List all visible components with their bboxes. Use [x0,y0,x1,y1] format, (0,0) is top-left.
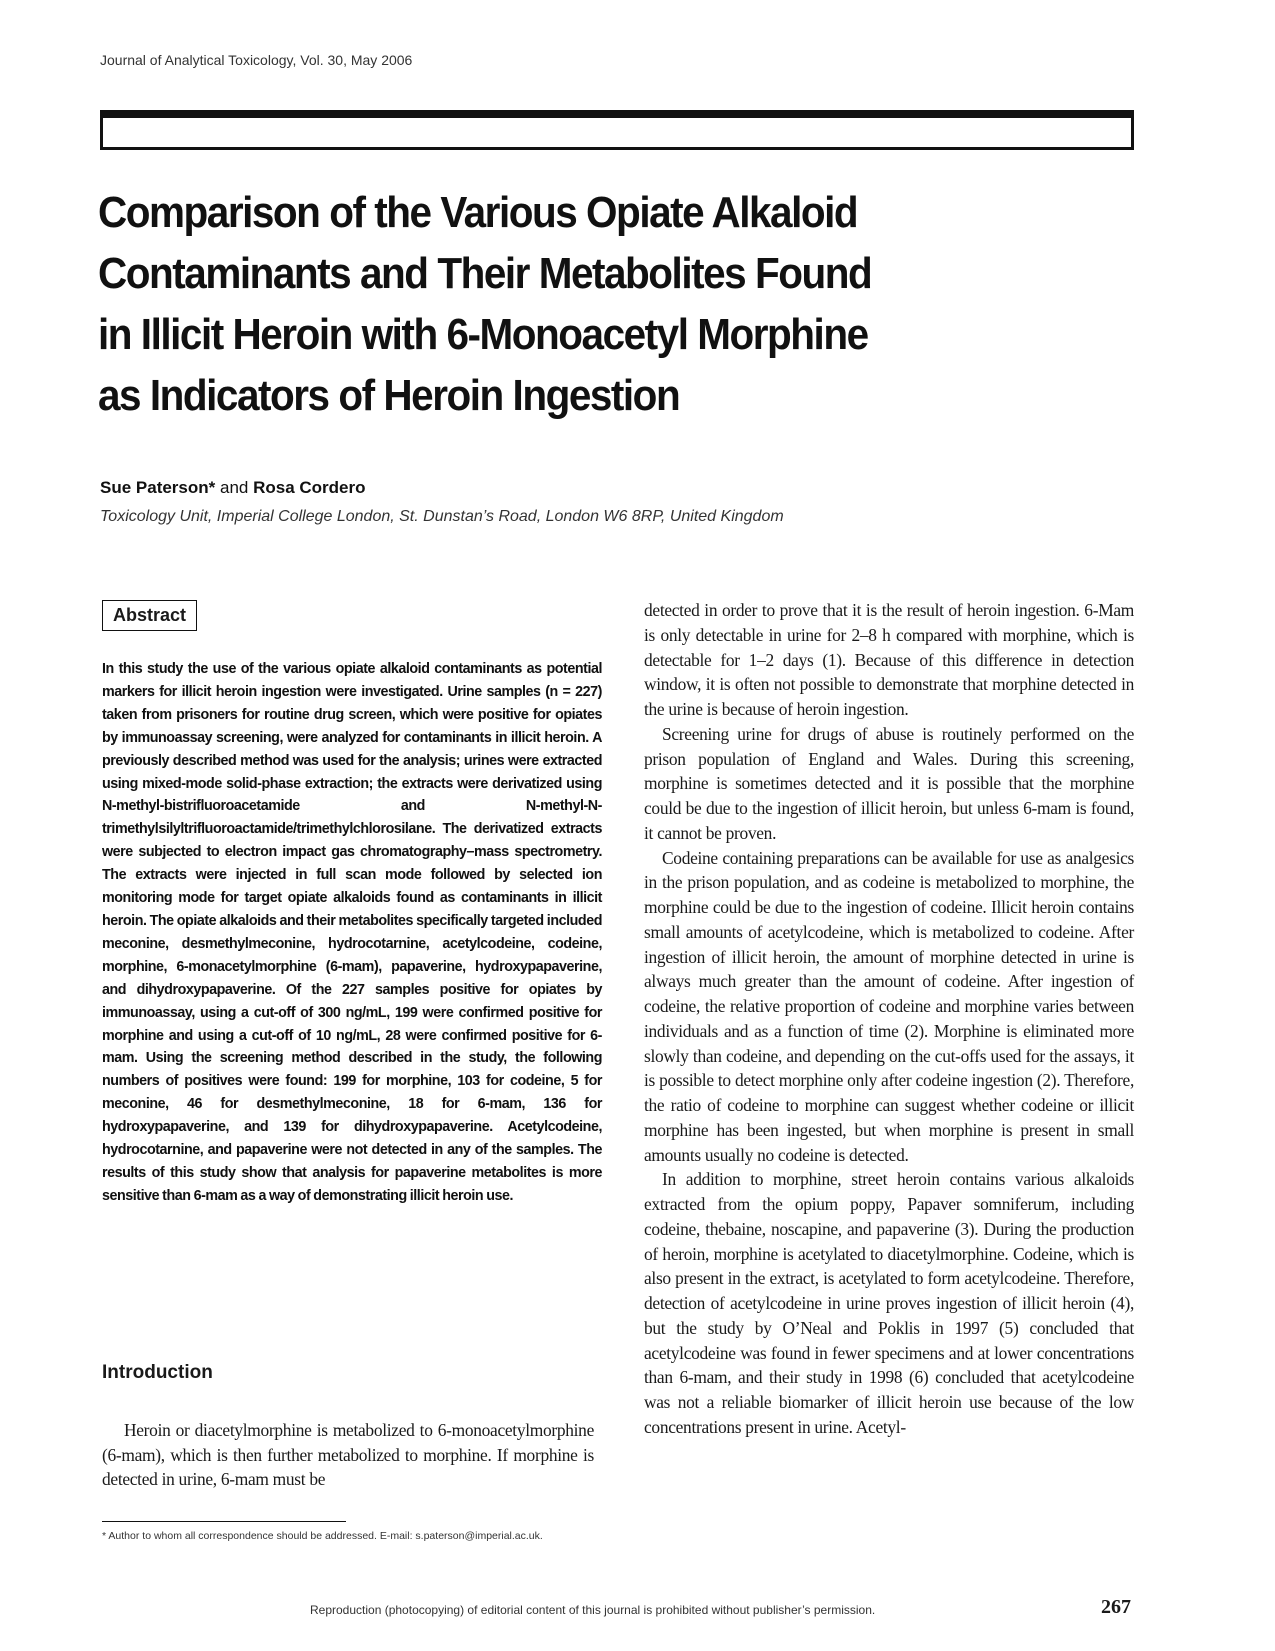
journal-header: Journal of Analytical Toxicology, Vol. 30, May 2006 [100,52,413,68]
abstract-text: In this study the use of the various opiate alkaloid contaminants as potential markers for illicit heroin ingestion were investigated. Urine samples (n = 227) taken from prisoners for routine drug screen, which were positive for opiates by immunoassay screening, were analyzed for contaminants in illicit heroin. A previously described method was used for the analysis; urines were extracted using mixed-mode solid-phase extraction; the extracts were derivatized using N-methyl-bistrifluoroacetamide and N-methyl-N-trimethylsilyltrifluoroactamide/trimethylchlorosilane. The derivatized extracts were subjected to electron impact gas chromatography–mass spectrometry. The extracts were injected in full scan mode followed by selected ion monitoring mode for target opiate alkaloids found as contaminants in illicit heroin. The opiate alkaloids and their metabolites specifically targeted included meconine, desmethylmeconine, hydrocotarnine, acetylcodeine, codeine, morphine, 6-monacetylmorphine (6-mam), papaverine, hydroxypapaverine, and dihydroxypapaverine. Of the 227 samples positive for opiates by immunoassay, using a cut-off of 300 ng/mL, 199 were confirmed positive for morphine and using a cut-off of 10 ng/mL, 28 were confirmed positive for 6-mam. Using the screening method described in the study, the following numbers of positives were found: 199 for morphine, 103 for codeine, 5 for meconine, 46 for desmethylmeconine, 18 for 6-mam, 136 for hydroxypapaverine, and 139 for dihydroxypapaverine. Acetylcodeine, hydrocotarnine, and papaverine were not detected in any of the samples. The results of this study show that analysis for papaverine metabolites is more sensitive than 6-mam as a way of demonstrating illicit heroin use. [102,661,602,1204]
title-line: Contaminants and Their Metabolites Found [98,249,872,298]
abstract-heading: Abstract [102,600,197,631]
paragraph: In addition to morphine, street heroin contains various alkaloids extracted from the opium poppy, Papaver somniferum, including codeine, thebaine, noscapine, and papaverine (3). During the production of heroin, morphine is acetylated to diacetylmorphine. Codeine, which is also present in the extract, is acetylated to form acetylcodeine. Therefore, detection of acetylcodeine in urine proves ingestion of illicit heroin (4), but the study by O’Neal and Poklis in 1997 (5) concluded that acetylcodeine was found in fewer specimens and at lower concentrations than 6-mam, and their study in 1998 (6) concluded that acetylcodeine was not a reliable biomarker of illicit heroin use because of the low concentrations present in urine. Acetyl- [644,1169,1134,1437]
authors [100,478,366,498]
author-name: Rosa Cordero [253,478,366,497]
right-column [644,598,1134,1440]
affiliation: Toxicology Unit, Imperial College London, St. Dunstan’s Road, London W6 8RP, United Kingdom [100,508,784,525]
paragraph: Screening urine for drugs of abuse is routinely performed on the prison population of England and Wales. During this screening, morphine is sometimes detected and it is possible that the morphine could be due to the ingestion of illicit heroin, but unless 6-mam is found, it cannot be proven. [644,723,1134,843]
page-footer: Reproduction (photocopying) of editorial content of this journal is prohibited without publisher’s permission. [310,1603,876,1617]
footnote-divider [102,1521,346,1522]
title-line: in Illicit Heroin with 6-Monoacetyl Morphine [98,310,868,359]
article-title [98,182,926,426]
header-rule-box [100,110,1134,150]
introduction-heading: Introduction [102,1362,213,1383]
footnote: * Author to whom all correspondence should be addressed. E-mail: s.paterson@imperial.ac.uk. [102,1530,543,1542]
title-line: as Indicators of Heroin Ingestion [98,371,680,420]
page-number: 267 [1101,1596,1131,1618]
paragraph: Codeine containing preparations can be available for use as analgesics in the prison population, and as codeine is metabolized to morphine, the morphine could be due to the ingestion of codeine. Illicit heroin contains small amounts of acetylcodeine, which is metabolized to codeine. After ingestion of illicit heroin, the amount of morphine detected in urine is always much greater than the amount of codeine. After ingestion of codeine, the relative proportion of codeine and morphine varies between individuals and as a function of time (2). Morphine is eliminated more slowly than codeine, and depending on the cut-offs used for the assays, it is possible to detect morphine only after codeine ingestion (2). Therefore, the ratio of codeine to morphine can suggest whether codeine or illicit morphine has been ingested, but when morphine is present in small amounts usually no codeine is detected. [644,847,1134,1165]
author-name: Sue Paterson* [100,478,216,497]
introduction-text: Heroin or diacetylmorphine is metabolized to 6-monoacetylmorphine (6-mam), which is then further metabolized to morphine. If morphine is detected in urine, 6-mam must be [102,1420,594,1490]
author-joiner: and [215,478,254,497]
paragraph: detected in order to prove that it is the result of heroin ingestion. 6-Mam is only detectable in urine for 2–8 h compared with morphine, which is detectable for 1–2 days (1). Because of this difference in detection window, it is often not possible to demonstrate that morphine detected in the urine is because of heroin ingestion. [644,600,1134,719]
title-line: Comparison of the Various Opiate Alkaloid [98,188,858,237]
